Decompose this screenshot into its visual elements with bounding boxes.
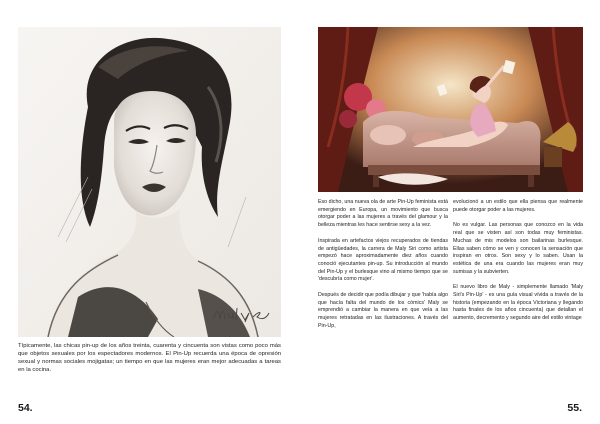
right-page <box>300 0 600 424</box>
caption-text: Típicamente, las chicas pin-up de los años treinta, cuarenta y cincuenta son vistas como poco más que objetos sexuales por los espectadores modernos. El Pin-Up recuerda una época de opresión sexual y normas sociales mojigatas; un tiempo en que las mujeres eran mejor adecuadas a tareas en la cocina. <box>18 343 281 374</box>
paragraph: Inspirada en artefactos viejos recuperados de tiendas de antigüedades, la carrera de Maly Siri como artista empezó hace aproximadamente diez años cuando conoció ejecutantes pin-up. Su introducción al mundo del Pin-Up y el burlesque vino al mismo tiempo que se 'descubría como mujer'. <box>318 237 448 283</box>
pinup-painting <box>318 27 583 192</box>
page-number-right: 55. <box>567 402 582 414</box>
paragraph: evolucionó a un estilo que ella piensa que realmente puede otorgar poder a las mujeres. <box>453 199 583 213</box>
pencil-portrait-image <box>18 27 281 337</box>
paragraph: No es vulgar. Las personas que conozco en la vida real que se visten así son todas muy feministas. Muchas de mis modelos son bailarinas burlesque. Ellas saben cómo se ven y conocen la sensación que inspiran en otros. Son sexy y lo saben. Usan la estética de una era cuando las mujeres eran muy sumisas y la subvierten. <box>453 222 583 275</box>
paragraph: Después de decidir que podía dibujar y que 'había algo que hacía falta del mundo de los cómics' Maly se emprendió a cambiar la manera en que veía a las mujeres retratadas en las ilustraciones. A través del Pin-Up, <box>318 292 448 329</box>
article-column-right <box>453 199 583 331</box>
article-column-left <box>318 199 448 339</box>
pinup-painting-image <box>318 27 583 192</box>
paragraph: Eso dicho, una nueva ola de arte Pin-Up feminista está emergiendo en Europa, un movimiento que busca otorgar poder a las mujeres a través del glamour y la belleza mientras les hace sentirse sexy a la vez. <box>318 199 448 229</box>
pencil-portrait-drawing <box>18 27 281 337</box>
paragraph: El nuevo libro de Maly - simplemente llamado 'Maly Siri's Pin-Up' - es una guía visual vívida a través de la historia (empezando en la época Victoriana y llegando hasta finales de los años cincuenta) que detallan el aumento, decremento y segundo aire del estilo vintage <box>453 284 583 322</box>
artist-signature <box>211 305 271 325</box>
page-number-left: 54. <box>18 402 33 414</box>
